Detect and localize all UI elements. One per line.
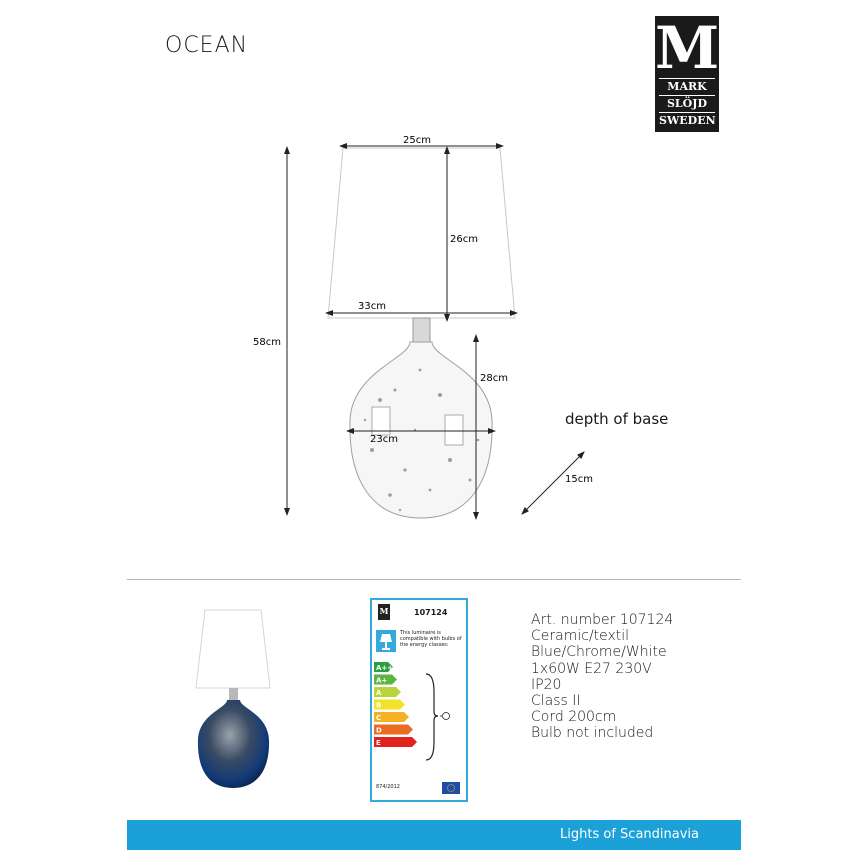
brand-logo-line2: SLÖJD: [659, 95, 715, 112]
dim-label-base-height: 28cm: [480, 373, 508, 384]
energy-label-compat-text: This luminaire is compatible with bulbs of the energy classes:: [400, 630, 462, 648]
spec-item: IP20: [531, 676, 562, 693]
energy-label-regulation: 874/2012: [376, 784, 400, 790]
product-photo: [185, 600, 285, 800]
energy-class-label: A++: [376, 664, 394, 672]
dim-label-shade-bottom: 33cm: [358, 301, 386, 312]
energy-class-label: C: [376, 714, 382, 722]
energy-classes-chart: [374, 662, 462, 772]
energy-label-logo-icon: [378, 604, 390, 620]
brand-logo-line3: SWEDEN: [659, 114, 716, 127]
energy-class-label: D: [376, 726, 382, 735]
bulb-icon: [440, 713, 450, 720]
dim-label-shade-height: 26cm: [450, 234, 478, 245]
energy-class-label: A: [376, 689, 382, 697]
spec-item: Blue/Chrome/White: [531, 644, 667, 661]
dim-label-shade-top: 25cm: [403, 135, 431, 146]
dim-label-base-depth: 15cm: [565, 474, 593, 485]
spec-item: Class II: [531, 693, 581, 710]
brand-logo-line1: MARK: [659, 78, 715, 95]
dim-label-total-height: 58cm: [253, 337, 281, 348]
spec-item: Cord 200cm: [531, 709, 617, 726]
energy-label: [370, 598, 468, 802]
energy-class-label: E: [376, 739, 381, 747]
eu-flag-icon: [442, 782, 460, 794]
lamp-shade: [328, 148, 515, 318]
dim-label-base-width: 23cm: [370, 434, 398, 445]
product-title: OCEAN: [165, 33, 249, 58]
lamp-icon: [376, 630, 396, 652]
section-divider: [127, 579, 741, 580]
svg-text:M: M: [379, 606, 389, 616]
brand-logo-letter: M: [655, 14, 720, 82]
depth-of-base-label: depth of base: [565, 410, 669, 428]
spec-item: Bulb not included: [531, 725, 654, 742]
spec-item: Ceramic/textil: [531, 628, 630, 645]
energy-class-label: B: [376, 701, 382, 710]
spec-item: 1x60W E27 230V: [531, 660, 652, 677]
specifications-list: [531, 612, 673, 742]
footer-bar: [127, 820, 741, 850]
footer-tagline: Lights of Scandinavia: [560, 827, 699, 842]
lamp-base: [350, 342, 492, 518]
energy-label-number: 107124: [414, 608, 448, 617]
spec-item: Art. number 107124: [531, 612, 674, 628]
energy-class-label: A+: [376, 676, 388, 685]
lamp-stem: [413, 318, 430, 342]
